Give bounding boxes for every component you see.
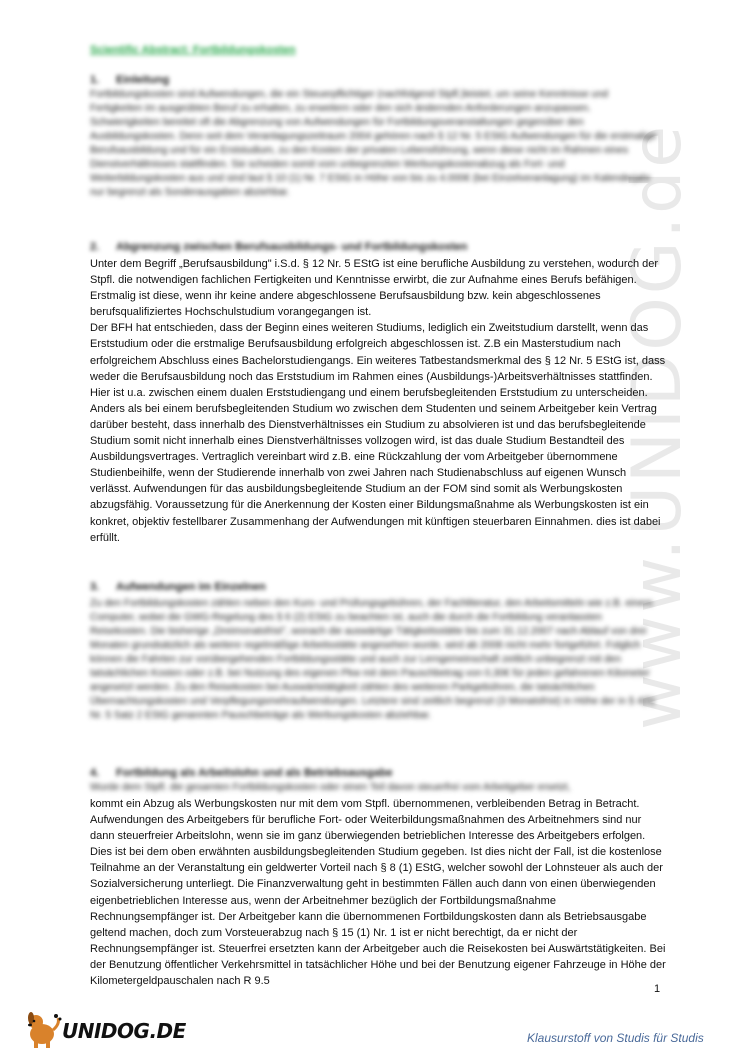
section-3-heading xyxy=(90,581,266,593)
section-3-body: Zu den Fortbildungskosten zählen neben den Kurs- und Prüfungsgebühren, der Fachliteratur, den Arbeitsmitteln wie z.B. einem Computer, wobei die GWG-Regelung des § 6 (2) EStG zu beachten ist, auch die durch die Fortbildung veranlassten Reisekosten. Die bisherige „Dreimonatsfrist", wonach die auswärtige Tätigkeitsstätte bis zum 31.12.2007 nach Ablauf von drei Monaten grundsätzlich als weitere regelmäßige Arbeitsstätte angesehen wurde, wird ab 2008 nicht mehr fortgeführt. Folglich können die Fahrten zur vorübergehenden Fortbildungsstätte und auch zur Lerngemeinschaft zeitlich unbegrenzt mit den tatsächlichen Kosten oder z.B. bei Nutzung des eigenen Pkw mit dem Pauschbetrag von 0,30€ für jeden gefahrenen Kilometer angesetzt werden. Zu den Reisekosten bei Auswärtstätigkeit zählen des weiteren Parkgebühren, die tatsächlichen Übernachtungskosten und Verpflegungsmehraufwendungen. Letztere sind zeitlich begrenzt (3 Monatsfrist) in Höhe der in § 4(5) Nr. 5 Satz 2 EStG genannten Pauschbeträge als Werbungskosten abziehbar. xyxy=(90,598,655,721)
section-4-number: 4. xyxy=(90,767,100,779)
section-2-heading xyxy=(90,241,467,253)
section-4-title: Fortbildung als Arbeitslohn und als Betriebsausgabe xyxy=(116,767,393,779)
section-1-title: Einleitung xyxy=(116,74,170,86)
section-2-body xyxy=(90,256,666,546)
footer-slogan: Klausurstoff von Studis für Studis xyxy=(527,1031,704,1045)
section-1-body: Fortbildungskosten sind Aufwendungen, die ein Steuerpflichtiger (nachfolgend Stpfl.)leistet, um seine Kenntnisse und Fertigkeiten im ausgeübten Beruf zu erhalten, zu erweitern oder den sich ändernden Anforderungen anzupassen. Schwierigkeiten bereitet oft die Abgrenzung von Aufwendungen für Fortbildungsveranstaltungen gegenüber den Ausbildungskosten. Denn seit dem Veranlagungszeitraum 2004 gehören nach § 12 Nr. 5 EStG Aufwendungen für die erstmalige Berufsausbildung und für ein Erststudium, zu den Kosten der privaten Lebensführung, wenn diese nicht im Rahmen eines Dienstverhältnisses stattfinden. Sie scheiden somit vom unbegrenzten Werbungskostenabzug als Fort- und Weiterbildungskosten aus und sind laut § 10 (1) Nr. 7 EStG in Höhe von bis zu 4.000€ (bei Einzelveranlagung) im Kalenderjahr nur begrenzt als Sonderausgaben abziehbar. xyxy=(90,89,657,198)
section-1-number: 1. xyxy=(90,74,100,86)
section-2-title: Abgrenzung zwischen Berufsausbildungs- und Fortbildungskosten xyxy=(116,241,468,253)
page-number: 1 xyxy=(654,983,661,995)
section-4-paragraph-1: kommt ein Abzug als Werbungskosten nur mit dem vom Stpfl. übernommenen, verbleibenden Betrag in Betracht. Aufwendungen des Arbeitgebers für berufliche Fort- oder Weiterbildungsmaßnahmen des Arbeitnehmers sind nur dann steuerfreier Arbeitslohn, wenn sie im ganz überwiegenden betrieblichen Interesse des Arbeitgebers erfolgen. Dies ist bei dem oben erwähnten ausbildungsbegleitenden Studium gegeben. Ist dies nicht der Fall, ist die kostenlose Teilnahme an der Veranstaltung ein geldwerter Vorteil nach § 8 (1) EStG, welcher sowohl der Lohnsteuer als auch der Sozialversicherung unterliegt. Die Finanzverwaltung geht in bestimmten Fällen auch dann von einen überwiegenden eigenbetrieblichen Interesse aus, wenn der Arbeitnehmer bezüglich der Fortbildungsmaßnahme Rechnungsempfänger ist. Der Arbeitgeber kann die übernommenen Fortbildungskosten dann als Betriebsausgabe geltend machen, doch zum Vorsteuerabzug nach § 15 (1) Nr. 1 ist er nicht berechtigt, da er nicht der Rechnungsempfänger ist. Steuerfrei ersetzten kann der Arbeitgeber auch die Reisekosten bei Auswärtstätigkeiten. Bei der Benutzung öffentlicher Verkehrsmittel in tatsächlicher Höhe und bei der Benutzung eigener Fahrzeuge in Höhe der Kilometergeldpauschalen nach R 9.5 xyxy=(90,798,666,988)
section-3-title: Aufwendungen im Einzelnen xyxy=(116,581,266,593)
section-4-body xyxy=(90,796,666,989)
section-3-number: 3. xyxy=(90,581,100,593)
document-title: Scientific Abstract: Fortbildungskosten xyxy=(90,44,296,56)
section-1-heading xyxy=(90,74,169,86)
logo-text: UNIDOG.DE xyxy=(62,1019,186,1043)
section-4-heading xyxy=(90,767,392,779)
watermark: www.UNIDOG.de xyxy=(618,122,697,730)
section-4-lead: Wurde dem Stpfl. die gesamten Fortbildungskosten oder einen Teil davon steuerfrei vom Arbeitgeber ersetzt, xyxy=(90,782,571,793)
section-2-paragraph-2: Der BFH hat entschieden, dass der Beginn eines weiteren Studiums, lediglich ein Zweitstudium darstellt, wenn das Erststudium oder die erstmalige Berufsausbildung erfolgreich abgeschlossen ist. Z.B ein Masterstudium nach erfolgreichem Abschluss eines Bachelorstudiengangs. Ein weiteres Tatbestandsmerkmal des § 12 Nr. 5 EStG ist, dass weder die Berufsausbildung noch das Erststudium im Rahmen eines (Ausbildungs-)Arbeitsverhältnisses stattfinden. Hier ist u.a. zwischen einem dualen Erststudiengang und einem berufsbegleitenden Erststudium zu unterscheiden. Anders als bei einem berufsbegleitenden Studium wo zwischen dem Studenten und seinem Arbeitgeber kein Vertrag darüber besteht, dass innerhalb des Dienstverhältnisses ein Studium zu absolvieren ist und das berufsbegleitende Studium somit nicht innerhalb eines Dienstverhältnisses vollzogen wird, ist das duale Studium Bestandteil des Ausbildungsvertrages. Vertraglich vereinbart wird z.B. eine Rückzahlung der vom Arbeitgeber übernommene Studienbeihilfe, wenn der Studierende innerhalb von zwei Jahren nach Studienabschluss auf eigenen Wunsch verlässt. Aufwendungen für das ausbildungsbegleitende Studium an der FOM sind somit als Werbungskosten abzugsfähig. Voraussetzung für die Anerkennung der Kosten einer Bildungsmaßnahme als Werbungskosten ist ein konkret, objektiv festellbarer Zusammenhang der Aufwendungen mit künftigen steuerbaren Einnahmen. dies ist dabei erfüllt. xyxy=(90,322,666,544)
section-2-number: 2. xyxy=(90,241,100,253)
section-2-paragraph-1: Unter dem Begriff „Berufsausbildung" i.S.d. § 12 Nr. 5 EStG ist eine berufliche Ausbildung zu verstehen, wodurch der Stpfl. die notwendigen fachlichen Fertigkeiten und Kenntnisse erwirbt, die zur Aufnahme eines Berufs befähigen. Erstmalig ist diese, wenn ihr keine andere abgeschlossene Berufsausbildung bzw. kein abgeschlossenes berufsqualifiziertes Hochschulstudium vorangegangen ist. xyxy=(90,258,659,319)
